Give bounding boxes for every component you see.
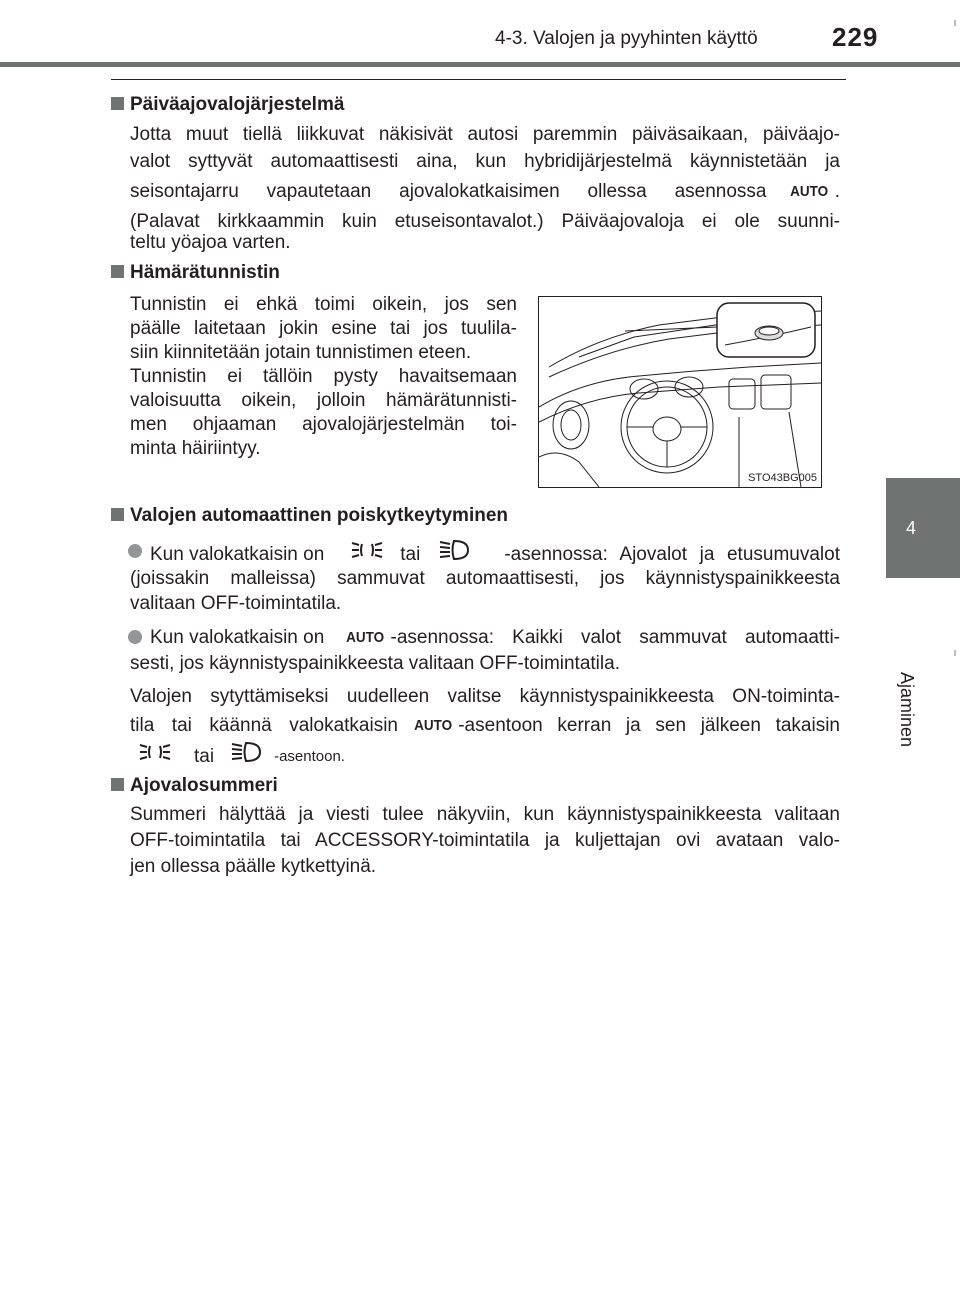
auto-off-para-line-3: tai -asentoon. [130,740,840,772]
daytime-line-1: Jotta muut tiellä liikkuvat näkisivät autosi paremmin päiväsaikaan, päiväajo- [130,124,840,145]
sensor-text: Tunnistin ei ehkä toimi oikein, jos sen päälle laitetaan jokin esine tai jos tuulila- siin kiinnitetään jotain tunnistimen eteen. Tunnistin ei tällöin pysty havaitsemaan valoisuutta oikein, jolloin hämärätunnisti- men ohjaaman ajovalojärjestelmän toi- minta häiriintyy. [130,294,517,459]
margin-tick [954,650,956,656]
figure-code: STO43BG005 [748,472,817,484]
margin-tick [954,20,956,26]
heading-auto-off: Valojen automaattinen poiskytkeytyminen [111,505,508,527]
headlight-icon [230,740,264,772]
auto-off-bullet-1-line-1: Kun valokatkaisin on tai -asennossa: Ajovalot ja etusumuvalot [150,538,840,570]
daytime-line-3: seisontajarru vapautetaan ajovalokatkaisimen ollessa asennossa AUTO . [130,178,840,205]
auto-icon: AUTO [790,183,829,200]
bullet-dot [128,630,142,644]
heading-buzzer: Ajovalosummeri [111,775,278,797]
auto-off-para-line-2: tila tai käännä valokatkaisin AUTO -asentoon kerran ja sen jälkeen takaisin [130,712,840,739]
buzzer-line-2: OFF-toimintatila tai ACCESSORY-toimintatila ja kuljettajan ovi avataan valo- [130,830,840,851]
auto-off-bullet-1-line-2: (joissakin malleissa) sammuvat automaattisesti, jos käynnistyspainikkeesta [130,568,840,589]
heading-sensor: Hämärätunnistin [111,262,280,284]
heading-square-icon [111,265,124,278]
auto-off-bullet-1-line-3: valitaan OFF-toimintatila. [130,593,342,614]
content-top-rule [111,79,846,80]
heading-square-icon [111,97,124,110]
page-number: 229 [832,22,879,52]
daytime-line-2: valot syttyvät automaattisesti aina, kun hybridijärjestelmä käynnistetään ja [130,151,840,172]
daytime-line-5: teltu yöajoa varten. [130,232,291,253]
heading-square-icon [111,778,124,791]
bullet-dot [128,544,142,558]
dashboard-drawing [539,297,821,487]
header-rule [0,62,960,67]
auto-off-para-line-1: Valojen sytyttämiseksi uudelleen valitse käynnistyspainikkeesta ON-toiminta- [130,686,840,707]
auto-off-bullet-2-line-1: Kun valokatkaisin on AUTO -asennossa: Kaikki valot sammuvat automaatti- [150,624,840,651]
daytime-line-4: (Palavat kirkkaammin kuin etuseisontavalot.) Päiväajovaloja ei ole suunni- [130,211,840,232]
auto-icon: AUTO [346,629,385,646]
chapter-title: Ajaminen [897,672,917,748]
heading-daytime: Päiväajovalojärjestelmä [111,94,344,116]
parking-light-icon [138,741,172,771]
buzzer-line-3: jen ollessa päälle kytkettyinä. [130,856,377,877]
running-header-section: 4-3. Valojen ja pyyhinten käyttö [495,28,758,49]
heading-square-icon [111,508,124,521]
auto-off-bullet-2-line-2: sesti, jos käynnistyspainikkeesta valitaan OFF-toimintatila. [130,653,620,674]
buzzer-line-1: Summeri hälyttää ja viesti tulee näkyviin, kun käynnistyspainikkeesta valitaan [130,804,840,825]
chapter-title-wrap [897,580,917,748]
chapter-number: 4 [905,518,916,538]
dashboard-illustration [538,296,822,488]
auto-icon: AUTO [414,717,453,734]
